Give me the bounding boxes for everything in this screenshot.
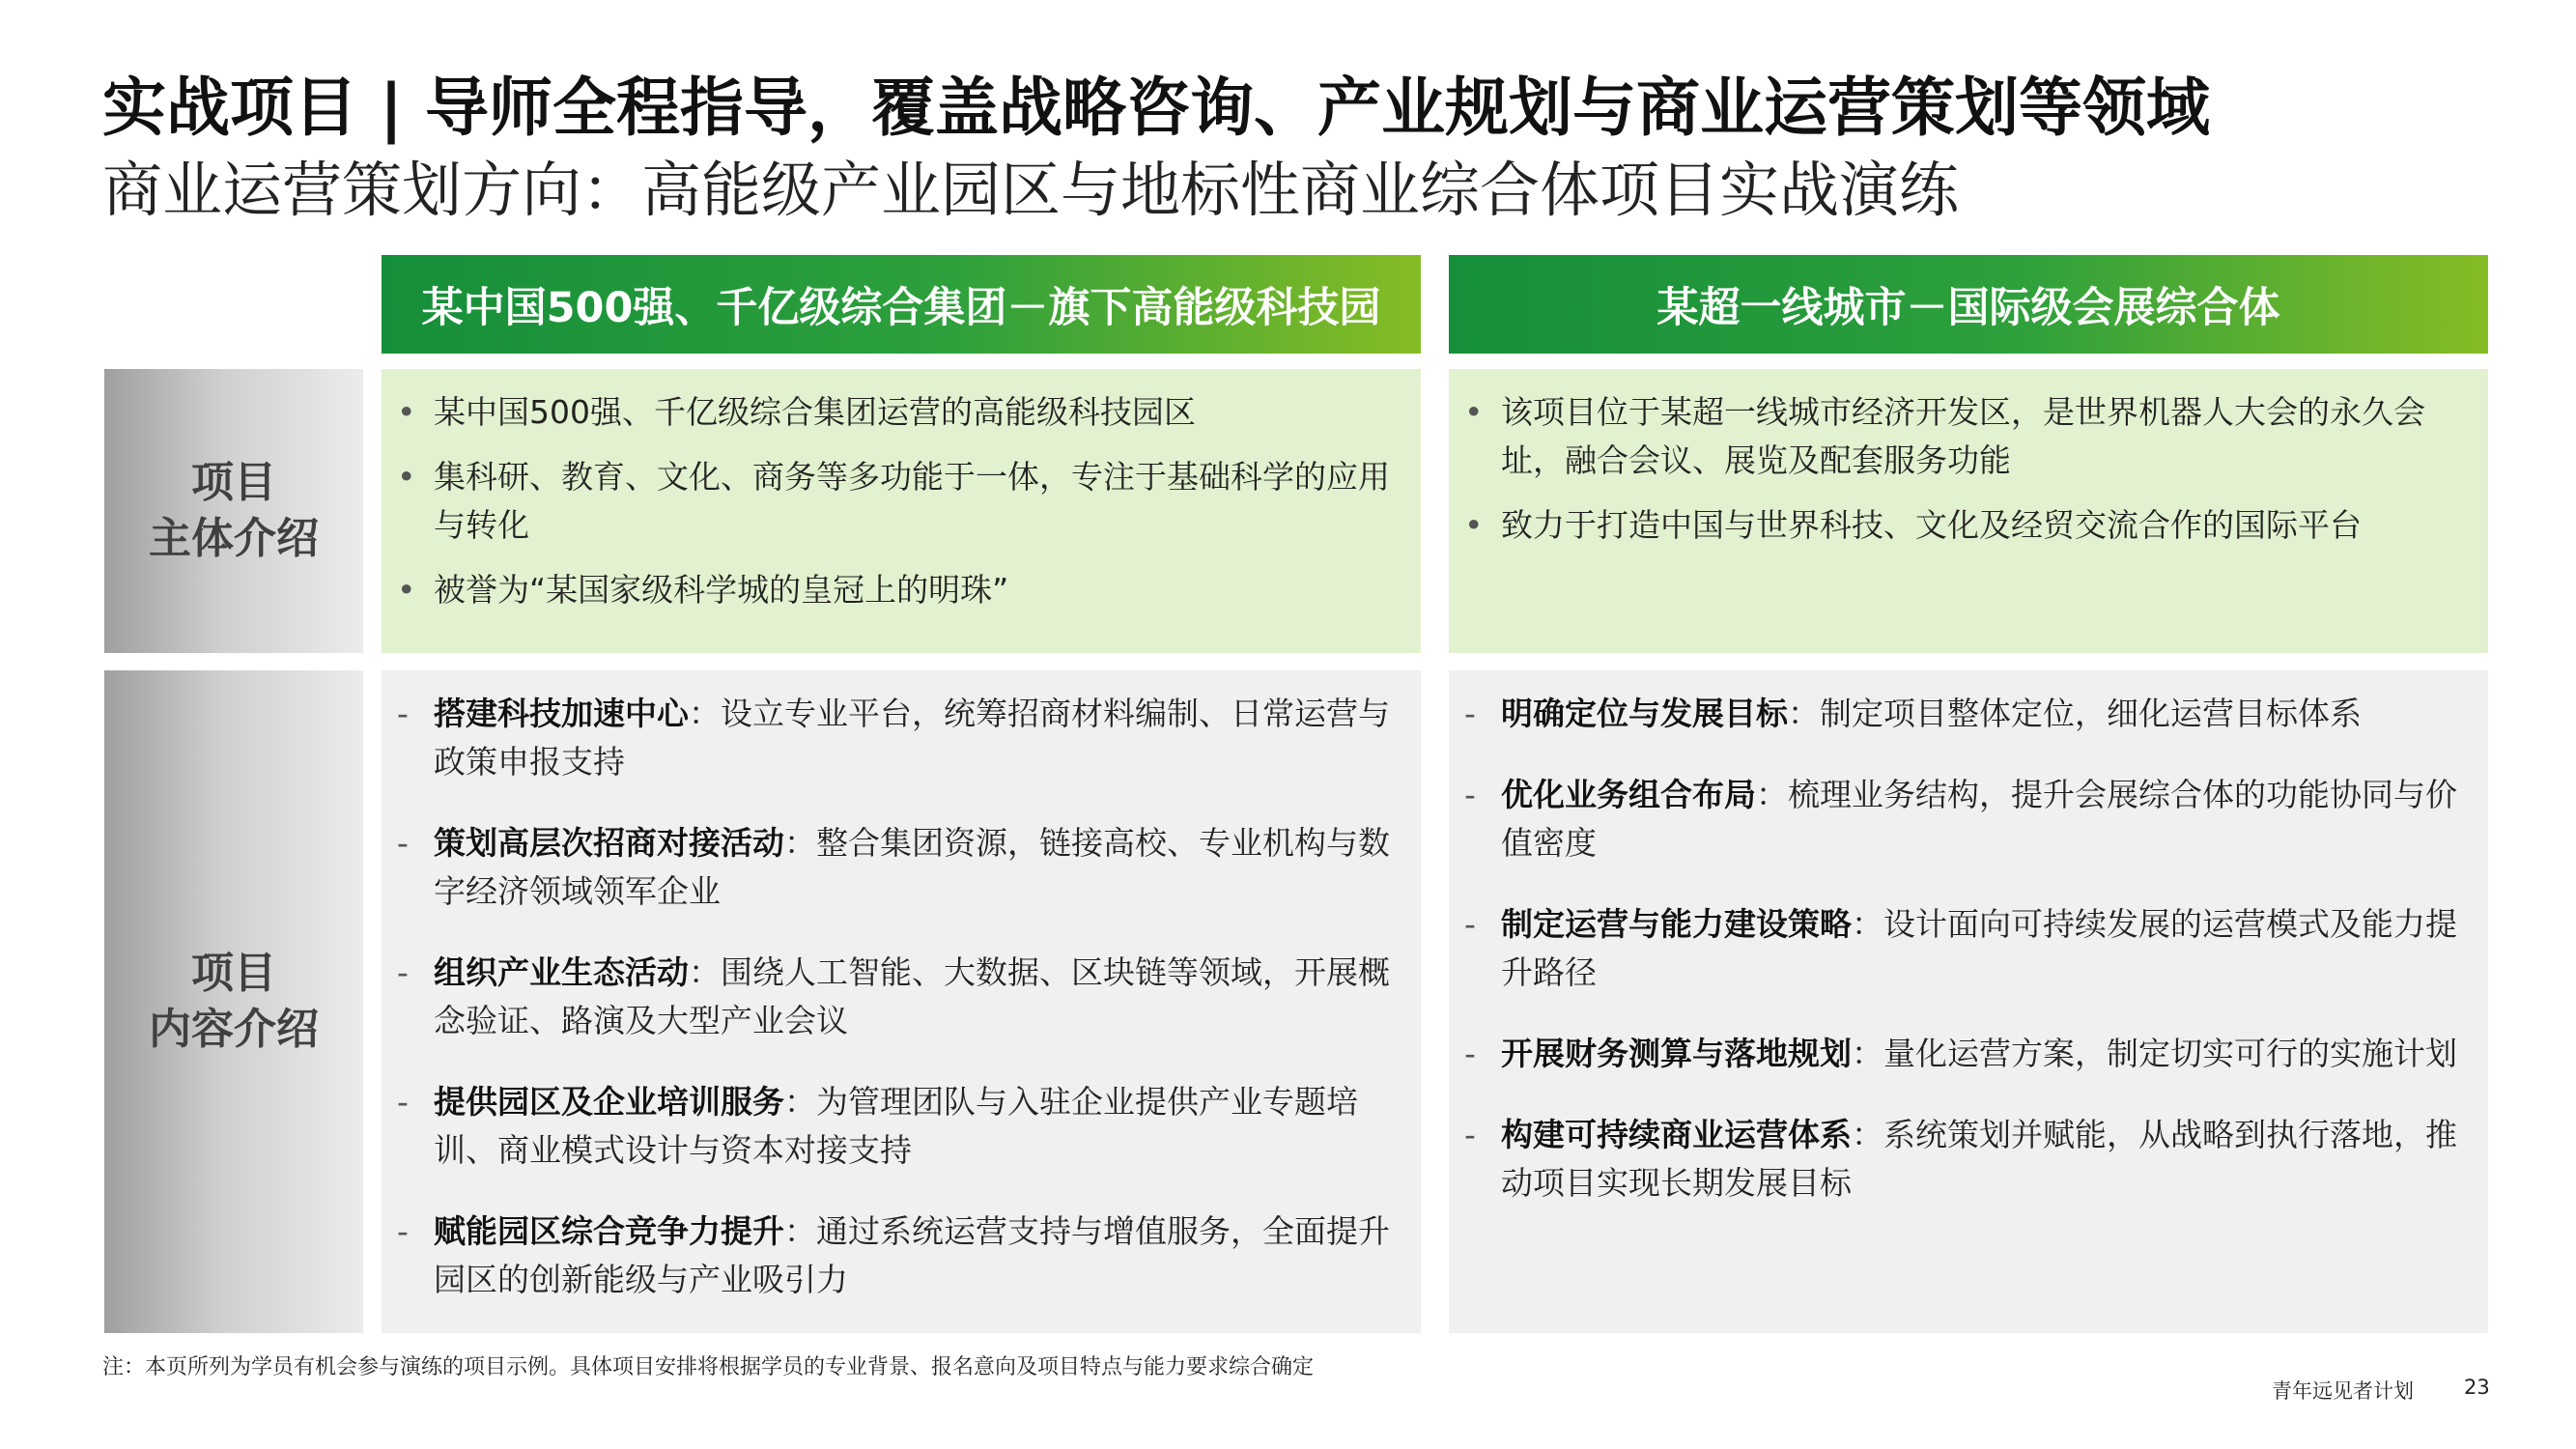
item-text: ：量化运营方案，制定切实可行的实施计划 (1852, 1035, 2457, 1072)
column-heading-expo-complex: 某超一线城市－国际级会展综合体 (1449, 255, 2488, 354)
item-heading: 提供园区及企业培训服务 (434, 1083, 784, 1121)
item-text: 被誉为“某国家级科学城的皇冠上的明珠” (434, 571, 1009, 609)
list-item (382, 949, 1421, 1045)
item-heading: 制定运营与能力建设策略 (1501, 905, 1852, 943)
item-text: 该项目位于某超一线城市经济开发区，是世界机器人大会的永久会址，融合会议、展览及配套服务功能 (1501, 393, 2425, 479)
item-text: ：整合集团资源，链接高校、专业机构与数字经济领域领军企业 (434, 824, 1390, 910)
list-item (382, 388, 1421, 437)
list-item (382, 453, 1421, 550)
item-heading: 搭建科技加速中心 (434, 695, 689, 732)
row-label-intro (104, 369, 363, 653)
page-subtitle: 商业运营策划方向：高能级产业园区与地标性商业综合体项目实战演练 (102, 155, 1960, 225)
list-item (1449, 1111, 2488, 1208)
list-item (1449, 771, 2488, 867)
item-heading: 优化业务组合布局 (1501, 776, 1756, 813)
list-item (1449, 501, 2488, 550)
dash-marker: - (397, 1083, 409, 1121)
page-title: 实战项目 | 导师全程指导，覆盖战略咨询、产业规划与商业运营策划等领域 (102, 71, 2211, 145)
list-item (382, 1208, 1421, 1304)
bullet-marker: • (397, 393, 416, 431)
list-item (1449, 1030, 2488, 1078)
dash-marker: - (1464, 1116, 1476, 1153)
list-item (1449, 690, 2488, 738)
row-label-content-line1: 项目 (191, 949, 276, 998)
item-text: ：制定项目整体定位，细化运营目标体系 (1788, 695, 2362, 732)
item-heading: 策划高层次招商对接活动 (434, 824, 784, 862)
intro-panel-tech-park (382, 369, 1421, 653)
row-label-intro-line2: 主体介绍 (149, 514, 319, 563)
item-heading: 构建可持续商业运营体系 (1501, 1116, 1852, 1153)
bullet-marker: • (397, 458, 416, 496)
item-text: ：为管理团队与入驻企业提供产业专题培训、商业模式设计与资本对接支持 (434, 1083, 1358, 1169)
list-item (1449, 900, 2488, 997)
bullet-marker: • (1464, 506, 1484, 544)
dash-marker: - (397, 824, 409, 862)
item-text: ：围绕人工智能、大数据、区块链等领域，开展概念验证、路演及大型产业会议 (434, 953, 1390, 1039)
content-panel-expo-complex (1449, 670, 2488, 1333)
list-item (382, 566, 1421, 614)
column-heading-tech-park: 某中国500强、千亿级综合集团－旗下高能级科技园 (382, 255, 1421, 354)
item-heading: 明确定位与发展目标 (1501, 695, 1788, 732)
item-text: ：通过系统运营支持与增值服务，全面提升园区的创新能级与产业吸引力 (434, 1212, 1390, 1298)
item-text: 集科研、教育、文化、商务等多功能于一体，专注于基础科学的应用与转化 (434, 458, 1390, 544)
item-text: ：设立专业平台，统筹招商材料编制、日常运营与政策申报支持 (434, 695, 1390, 781)
brand-name: 青年远见者计划 (2272, 1379, 2414, 1403)
item-heading: 组织产业生态活动 (434, 953, 689, 991)
item-text: ：系统策划并赋能，从战略到执行落地，推动项目实现长期发展目标 (1501, 1116, 2457, 1202)
item-heading: 开展财务测算与落地规划 (1501, 1035, 1852, 1072)
item-heading: 赋能园区综合竞争力提升 (434, 1212, 784, 1250)
item-text: 致力于打造中国与世界科技、文化及经贸交流合作的国际平台 (1501, 506, 2362, 544)
list-item (382, 1078, 1421, 1175)
dash-marker: - (397, 953, 409, 991)
list-item (382, 690, 1421, 786)
dash-marker: - (1464, 776, 1476, 813)
row-label-content-line2: 内容介绍 (149, 1005, 319, 1054)
item-text: ：梳理业务结构，提升会展综合体的功能协同与价值密度 (1501, 776, 2457, 862)
item-text: ：设计面向可持续发展的运营模式及能力提升路径 (1501, 905, 2457, 991)
dash-marker: - (397, 695, 409, 732)
footnote: 注：本页所列为学员有机会参与演练的项目示例。具体项目安排将根据学员的专业背景、报名意向及项目特点与能力要求综合确定 (102, 1355, 1315, 1379)
bullet-marker: • (1464, 393, 1484, 431)
bullet-marker: • (397, 571, 416, 609)
row-label-intro-line1: 项目 (191, 458, 276, 507)
row-label-content (104, 670, 363, 1333)
dash-marker: - (1464, 905, 1476, 943)
list-item (382, 819, 1421, 916)
content-panel-tech-park (382, 670, 1421, 1333)
dash-marker: - (1464, 1035, 1476, 1072)
dash-marker: - (1464, 695, 1476, 732)
dash-marker: - (397, 1212, 409, 1250)
item-text: 某中国500强、千亿级综合集团运营的高能级科技园区 (434, 393, 1196, 431)
list-item (1449, 388, 2488, 485)
page-number: 23 (2464, 1376, 2490, 1399)
intro-panel-expo-complex (1449, 369, 2488, 653)
